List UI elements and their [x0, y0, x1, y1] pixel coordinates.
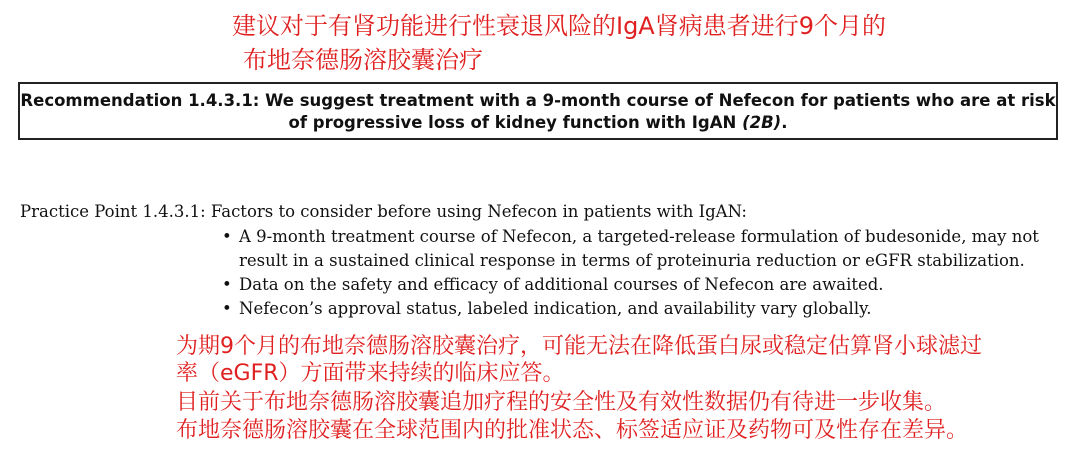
recommendation-line-2-text: of progressive loss of kidney function with IgAN: [288, 113, 743, 132]
recommendation-line-2: [20, 112, 1056, 134]
recommendation-line-1: Recommendation 1.4.3.1: We suggest treatment with a 9-month course of Nefecon for patients who are at risk: [20, 91, 1056, 110]
chinese-translation-line-1: 为期9个月的布地奈德肠溶胶囊治疗，可能无法在降低蛋白尿或稳定估算肾小球滤过: [176, 334, 982, 359]
chinese-annotation-line-2: 布地奈德肠溶胶囊治疗: [243, 46, 483, 74]
bullet-1-line-1: A 9-month treatment course of Nefecon, a targeted-release formulation of budesonide, may not: [239, 227, 1039, 246]
chinese-translation-line-4: 布地奈德肠溶胶囊在全球范围内的批准状态、标签适应证及药物可及性存在差异。: [176, 418, 969, 443]
bullet-dot: •: [222, 275, 232, 294]
recommendation-box: [18, 82, 1058, 140]
list-item: [222, 297, 1072, 321]
bullet-dot: •: [222, 227, 232, 246]
practice-point-bullets: [222, 225, 1072, 321]
bullet-2-line-1: Data on the safety and efficacy of additional courses of Nefecon are awaited.: [239, 275, 884, 294]
chinese-translation-line-2: 率（eGFR）方面带来持续的临床应答。: [176, 361, 565, 386]
recommendation-line-2-end: .: [781, 113, 788, 132]
practice-point-title: Practice Point 1.4.3.1: Factors to consider before using Nefecon in patients with IgAN:: [20, 202, 747, 221]
recommendation-grade: (2B): [742, 113, 782, 132]
bullet-1-line-2: result in a sustained clinical response in terms of proteinuria reduction or eGFR stabilization.: [239, 251, 1025, 270]
list-item: [222, 225, 1072, 273]
chinese-annotation-line-1: 建议对于有肾功能进行性衰退风险的IgA肾病患者进行9个月的: [232, 12, 886, 40]
chinese-translation-line-3: 目前关于布地奈德肠溶胶囊追加疗程的安全性及有效性数据仍有待进一步收集。: [176, 390, 947, 415]
bullet-3-line-1: Nefecon’s approval status, labeled indication, and availability vary globally.: [239, 299, 872, 318]
bullet-dot: •: [222, 299, 232, 318]
list-item: [222, 273, 1072, 297]
